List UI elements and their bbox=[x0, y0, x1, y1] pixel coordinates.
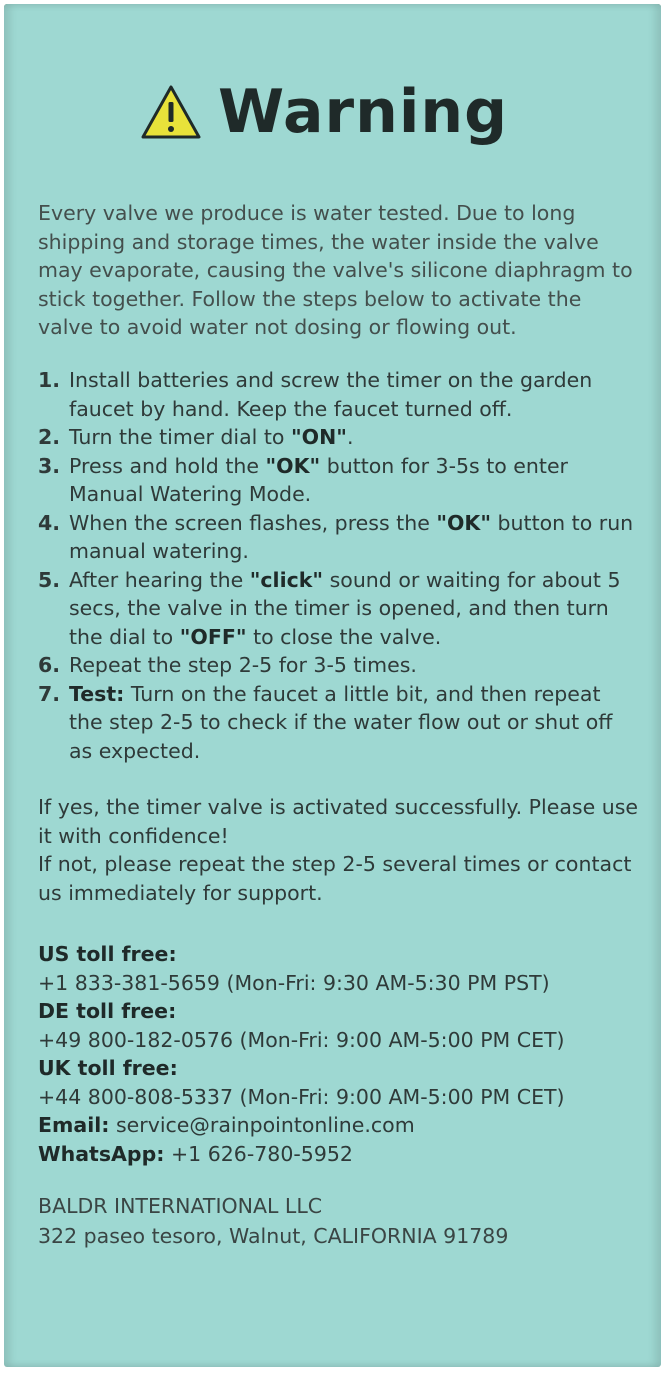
step-7: 7. Test: Turn on the faucet a little bit, and then repeat the step 2-5 to check if the water flow out or shut off as expected. bbox=[38, 681, 613, 763]
intro-paragraph: Every valve we produce is water tested. Due to long shipping and storage times, the water inside the valve may evaporate, causing the valve's silicone diaphragm to stick together. Follow the steps below to activate the valve to avoid water not dosing or flowing out. bbox=[38, 201, 633, 339]
activation-steps bbox=[38, 366, 638, 765]
warning-triangle-icon bbox=[140, 84, 202, 140]
confirmation-text bbox=[38, 793, 638, 907]
uk-label: UK toll free: bbox=[38, 1056, 178, 1080]
confirm-yes: If yes, the timer valve is activated successfully. Please use it with confidence! bbox=[38, 795, 638, 848]
email-address: service@rainpointonline.com bbox=[109, 1113, 415, 1137]
whatsapp-label: WhatsApp: bbox=[38, 1141, 165, 1166]
company-address: 322 paseo tesoro, Walnut, CALIFORNIA 91789 bbox=[38, 1224, 509, 1248]
step-3: 3. Press and hold the "OK" button for 3-5s to enter Manual Watering Mode. bbox=[38, 453, 568, 506]
step-2: 2. Turn the timer dial to "ON". bbox=[38, 425, 354, 449]
page-title: Warning bbox=[218, 77, 509, 147]
us-phone: +1 833-381-5659 (Mon-Fri: 9:30 AM-5:30 PM PST) bbox=[38, 970, 550, 995]
email-label: Email: bbox=[38, 1113, 110, 1137]
step-1: 1. Install batteries and screw the timer on the garden faucet by hand. Keep the faucet turned off. bbox=[38, 368, 593, 421]
de-phone: +49 800-182-0576 (Mon-Fri: 9:00 AM-5:00 PM CET) bbox=[38, 1027, 565, 1052]
us-label: US toll free: bbox=[38, 942, 177, 966]
contact-info bbox=[38, 940, 648, 1168]
whatsapp-number: +1 626-780-5952 bbox=[164, 1141, 353, 1166]
step-6: 6. Repeat the step 2-5 for 3-5 times. bbox=[38, 653, 417, 677]
confirm-no: If not, please repeat the step 2-5 several times or contact us immediately for support. bbox=[38, 852, 632, 905]
company-name: BALDR INTERNATIONAL LLC bbox=[38, 1194, 323, 1218]
de-label: DE toll free: bbox=[38, 999, 177, 1023]
uk-phone: +44 800-808-5337 (Mon-Fri: 9:00 AM-5:00 PM CET) bbox=[38, 1084, 565, 1109]
step-5: 5. After hearing the "click" sound or waiting for about 5 secs, the valve in the timer is opened, and then turn the dial to "OFF" to close the valve. bbox=[38, 567, 621, 649]
warning-heading bbox=[140, 72, 508, 152]
company-info bbox=[38, 1191, 638, 1251]
step-4: 4. When the screen flashes, press the "OK" button to run manual watering. bbox=[38, 510, 634, 563]
